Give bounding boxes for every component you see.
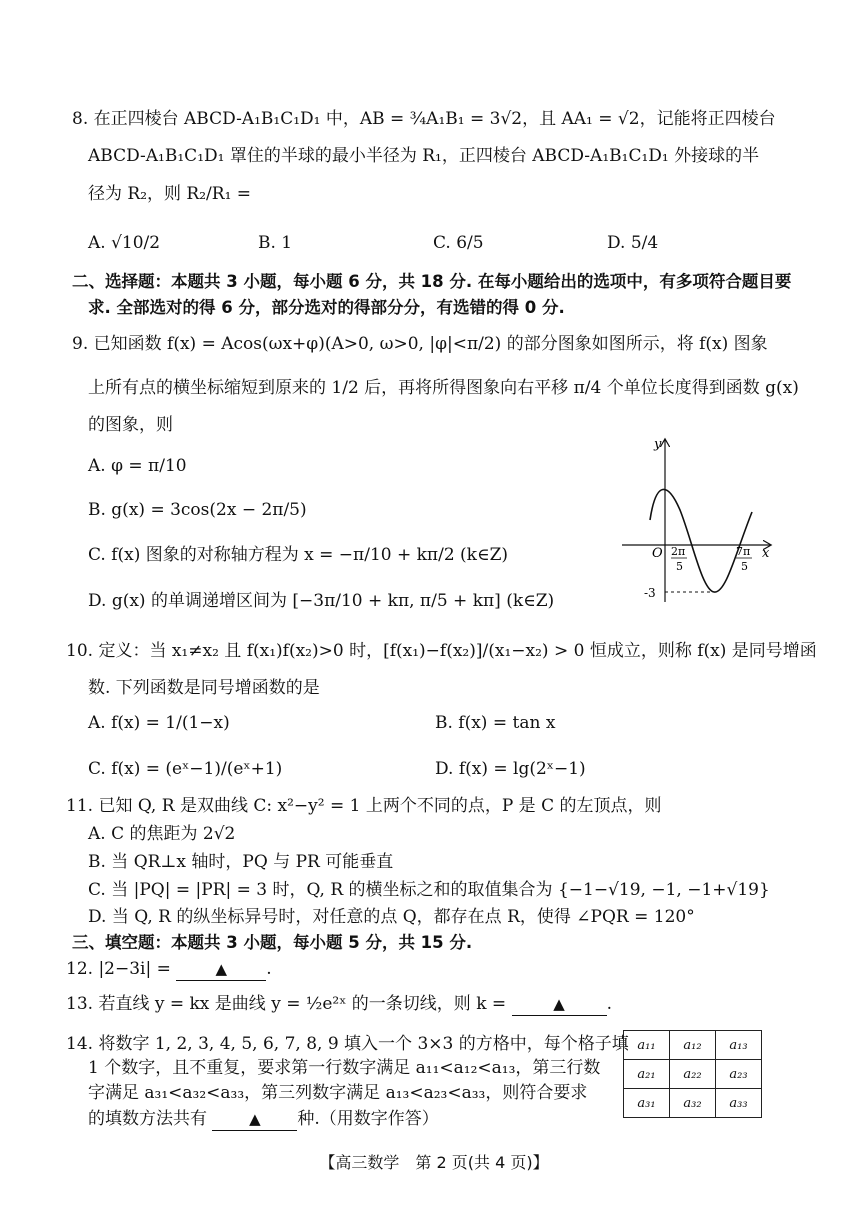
q8-line3: 径为 R₂，则 R₂/R₁ = [88, 184, 252, 204]
q11-option-b: B. 当 QR⊥x 轴时，PQ 与 PR 可能垂直 [88, 852, 394, 872]
q14-prefix: 的填数方法共有 [88, 1109, 207, 1129]
q10-option-d: D. f(x) = lg(2ˣ−1) [435, 759, 586, 779]
q14-suffix: 种.（用数字作答） [297, 1109, 439, 1129]
q11-option-c: C. 当 |PQ| = |PR| = 3 时，Q, R 的横坐标之和的取值集合为 {−1−√19, −1, −1+√19} [88, 880, 770, 900]
section3-header: 三、填空题：本题共 3 小题，每小题 5 分，共 15 分. [72, 933, 473, 952]
q11-line1: 11. 已知 Q, R 是双曲线 C: x²−y² = 1 上两个不同的点，P 是 C 的左顶点，则 [66, 796, 662, 816]
x-axis-label: x [762, 546, 770, 561]
blank-triangle-icon: ▲ [553, 995, 565, 1013]
q14-line1: 14. 将数字 1, 2, 3, 4, 5, 6, 7, 8, 9 填入一个 3×3 的方格中，每个格子填 [66, 1034, 629, 1054]
grid-cell: a₁₂ [670, 1031, 716, 1060]
q14-line4 [88, 1108, 439, 1131]
y-axis-label: y [654, 437, 662, 452]
section2-line2: 求. 全部选对的得 6 分，部分选对的得部分分，有选错的得 0 分. [88, 298, 565, 317]
section2-line1: 二、选择题：本题共 3 小题，每小题 6 分，共 18 分. 在每小题给出的选项中，有多项符合题目要 [72, 272, 792, 291]
q9-option-b: B. g(x) = 3cos(2x − 2π/5) [88, 500, 307, 520]
q8-line1: 8. 在正四棱台 ABCD-A₁B₁C₁D₁ 中，AB = ¾A₁B₁ = 3√2，且 AA₁ = √2，记能将正四棱台 [72, 109, 776, 129]
q8-option-c: C. 6/5 [433, 233, 484, 253]
q9-option-d: D. g(x) 的单调递增区间为 [−3π/10 + kπ, π/5 + kπ] (k∈Z) [88, 591, 555, 611]
grid-cell: a₃₁ [624, 1089, 670, 1118]
tick2-denominator: 5 [741, 560, 748, 573]
q12-answer-blank [176, 958, 266, 981]
grid-row [624, 1060, 762, 1089]
q9-option-c: C. f(x) 图象的对称轴方程为 x = −π/10 + kπ/2 (k∈Z) [88, 545, 509, 565]
min-value-label: -3 [644, 586, 656, 600]
q12-prefix: 12. |2−3i| = [66, 959, 171, 979]
blank-triangle-icon: ▲ [215, 960, 228, 978]
q10-option-c: C. f(x) = (eˣ−1)/(eˣ+1) [88, 759, 283, 779]
tick1-numerator: 2π [671, 545, 686, 558]
grid-row [624, 1089, 762, 1118]
grid-cell: a₂₂ [670, 1060, 716, 1089]
q9-line2: 上所有点的横坐标缩短到原来的 1/2 后，再将所得图象向右平移 π/4 个单位长度得到函数 g(x) [88, 378, 799, 398]
grid-cell: a₂₃ [716, 1060, 762, 1089]
q10-option-b: B. f(x) = tan x [435, 713, 556, 733]
q14-grid [623, 1030, 762, 1118]
q9-line1: 9. 已知函数 f(x) = Acos(ωx+φ)(A>0, ω>0, |φ|<π/2) 的部分图象如图所示，将 f(x) 图象 [72, 334, 768, 354]
q11-option-d: D. 当 Q, R 的纵坐标异号时，对任意的点 Q，都存在点 R，使得 ∠PQR = 120° [88, 907, 695, 927]
page-footer: 【高三数学 第 2 页(共 4 页)】 [319, 1153, 549, 1172]
q10-line2: 数. 下列函数是同号增函数的是 [88, 678, 320, 698]
grid-cell: a₃₂ [670, 1089, 716, 1118]
blank-triangle-icon: ▲ [249, 1110, 261, 1128]
tick1-denominator: 5 [676, 560, 683, 573]
grid-cell: a₃₃ [716, 1089, 762, 1118]
q14-line2: 1 个数字，且不重复，要求第一行数字满足 a₁₁<a₁₂<a₁₃，第三行数 [88, 1058, 601, 1078]
q13-line [66, 993, 612, 1016]
q13-suffix: . [606, 994, 612, 1014]
q13-answer-blank [512, 993, 607, 1016]
q10-option-a: A. f(x) = 1/(1−x) [88, 713, 230, 733]
grid-cell: a₁₁ [624, 1031, 670, 1060]
tick2-numerator: 7π [736, 545, 751, 558]
q8-option-b: B. 1 [258, 233, 293, 253]
q10-line1: 10. 定义：当 x₁≠x₂ 且 f(x₁)f(x₂)>0 时，[f(x₁)−f(x₂)]/(x₁−x₂) > 0 恒成立，则称 f(x) 是同号增函 [66, 641, 817, 661]
q12-line [66, 958, 272, 981]
grid-cell: a₁₃ [716, 1031, 762, 1060]
q8-option-a: A. √10/2 [88, 233, 161, 253]
q8-option-d: D. 5/4 [607, 233, 659, 253]
q9-function-graph [610, 432, 795, 607]
q14-line3: 字满足 a₃₁<a₃₂<a₃₃，第三列数字满足 a₁₃<a₂₃<a₃₃，则符合要求 [88, 1083, 588, 1103]
grid-cell: a₂₁ [624, 1060, 670, 1089]
q9-line3: 的图象，则 [88, 415, 173, 435]
q13-prefix: 13. 若直线 y = kx 是曲线 y = ½e²ˣ 的一条切线，则 k = [66, 994, 507, 1014]
q12-suffix: . [266, 959, 272, 979]
q11-option-a: A. C 的焦距为 2√2 [88, 824, 236, 844]
grid-row [624, 1031, 762, 1060]
q8-line2: ABCD-A₁B₁C₁D₁ 罩住的半球的最小半径为 R₁，正四棱台 ABCD-A₁B₁C₁D₁ 外接球的半 [88, 146, 760, 166]
q14-answer-blank [212, 1108, 297, 1131]
q9-option-a: A. φ = π/10 [88, 456, 187, 476]
origin-label: O [652, 546, 663, 561]
